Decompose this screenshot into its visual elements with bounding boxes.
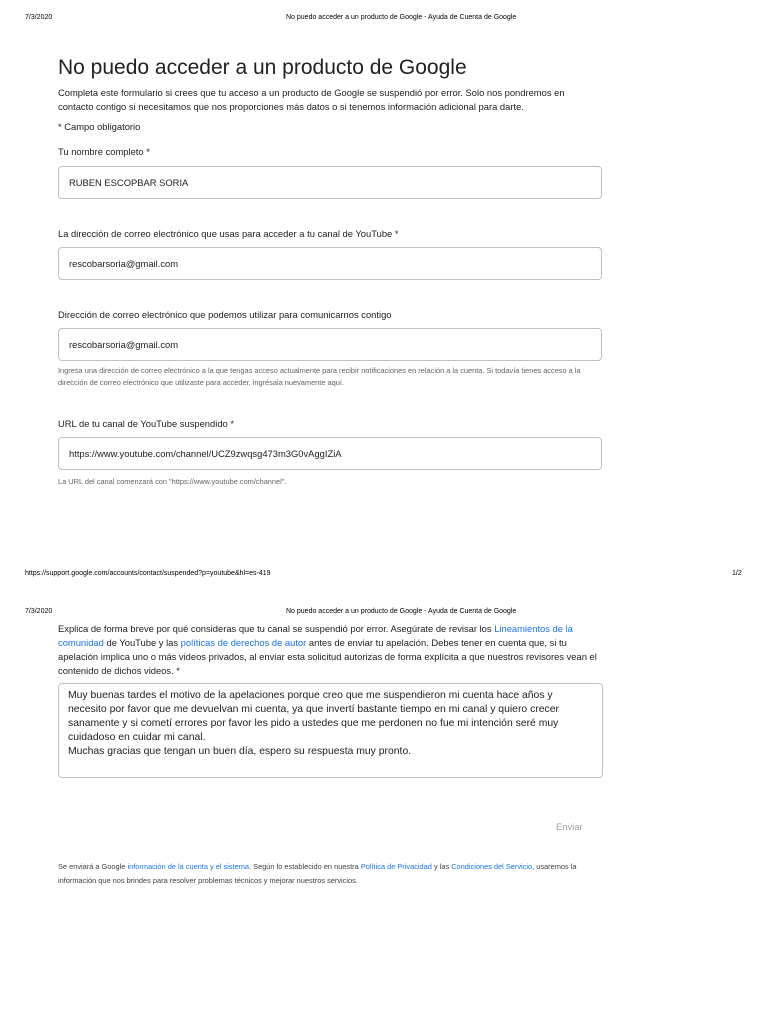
print-page-title: No puedo acceder a un producto de Google - Ayuda de Cuenta de Google xyxy=(286,14,517,21)
privacy-policy-link[interactable]: Política de Privacidad xyxy=(360,862,432,871)
explain-text-1: Explica de forma breve por qué consideras que tu canal se suspendió por error. Asegúrate de revisar los xyxy=(58,623,495,634)
explain-label xyxy=(58,622,606,678)
contact-email-help: Ingresa una dirección de correo electrónico a la que tengas acceso actualmente para recibir notificaciones en relación a la cuenta. Si todavía tienes acceso a la dirección de correo electrónico que utilizaste para acceder, ingrésala nuevamente aquí. xyxy=(58,366,581,387)
account-system-info-link[interactable]: información de la cuenta y el sistema xyxy=(127,862,250,871)
print-date-2: 7/3/2020 xyxy=(25,608,53,615)
footer-text-2: . Según lo establecido en nuestra xyxy=(249,862,361,871)
explain-textarea[interactable]: Muy buenas tardes el motivo de la apelaciones porque creo que me suspendieron mi cuenta hace años y necesito por favor que me devuelvan mi cuenta, ya que invertí bastante tiempo en mi canal y quiero crecer sanamente y si cometí errores por favor les pido a ustedes que me perdonen no fue mi intención seré muy cuidadoso en cuidar mi canal. Muchas gracias que tengan un buen día, espero su respuesta muy pronto. xyxy=(58,683,603,778)
page-title: No puedo acceder a un producto de Google xyxy=(58,56,467,79)
youtube-email-label: La dirección de correo electrónico que usas para acceder a tu canal de YouTube * xyxy=(58,228,399,239)
contact-email-label: Dirección de correo electrónico que podemos utilizar para comunicarnos contigo xyxy=(58,309,392,320)
youtube-email-field[interactable]: rescobarsoria@gmail.com xyxy=(58,247,602,280)
footer-text-3: y las xyxy=(431,862,452,871)
terms-of-service-link[interactable]: Condiciones del Servicio xyxy=(451,862,533,871)
footer-text-4: , usaremos la información que nos brindes para resolver problemas técnicos y mejorar nuestros servicios. xyxy=(58,862,577,885)
contact-email-field[interactable]: rescobarsoria@gmail.com xyxy=(58,328,602,361)
name-field[interactable]: RUBEN ESCOPBAR SORIA xyxy=(58,166,602,199)
print-page-number: 1/2 xyxy=(732,570,742,577)
explain-text-2: de YouTube y las xyxy=(103,637,181,648)
form-description: Completa este formulario si crees que tu acceso a un producto de Google se suspendió por error. Solo nos pondremos en contacto contigo si necesitamos que nos proporciones más datos o si tenemos información adicional para darte. xyxy=(58,87,565,112)
submit-button[interactable]: Enviar xyxy=(556,821,583,832)
print-url: https://support.google.com/accounts/contact/suspended?p=youtube&hl=es-419 xyxy=(25,570,271,577)
explain-text-3: antes de enviar tu apelación. Debes tener en cuenta que, si tu apelación implica uno o más videos privados, al enviar esta solicitud autorizas de forma explícita a que nuestros revisores vean el contenido de dichos videos. * xyxy=(58,637,597,676)
footer-text-1: Se enviará a Google xyxy=(58,862,128,871)
community-guidelines-link[interactable]: Lineamientos de la comunidad xyxy=(58,623,573,648)
print-date: 7/3/2020 xyxy=(25,14,53,21)
channel-url-label: URL de tu canal de YouTube suspendido * xyxy=(58,418,234,429)
channel-url-field[interactable]: https://www.youtube.com/channel/UCZ9zwqsg473m3G0vAggIZiA xyxy=(58,437,602,470)
copyright-policies-link[interactable]: políticas de derechos de autor xyxy=(180,637,307,648)
name-label: Tu nombre completo * xyxy=(58,146,150,157)
channel-url-help: La URL del canal comenzará con "https://www.youtube.com/channel". xyxy=(58,477,287,486)
required-note: * Campo obligatorio xyxy=(58,121,141,132)
footer-note xyxy=(58,860,598,888)
print-page-title-2: No puedo acceder a un producto de Google - Ayuda de Cuenta de Google xyxy=(286,608,517,615)
